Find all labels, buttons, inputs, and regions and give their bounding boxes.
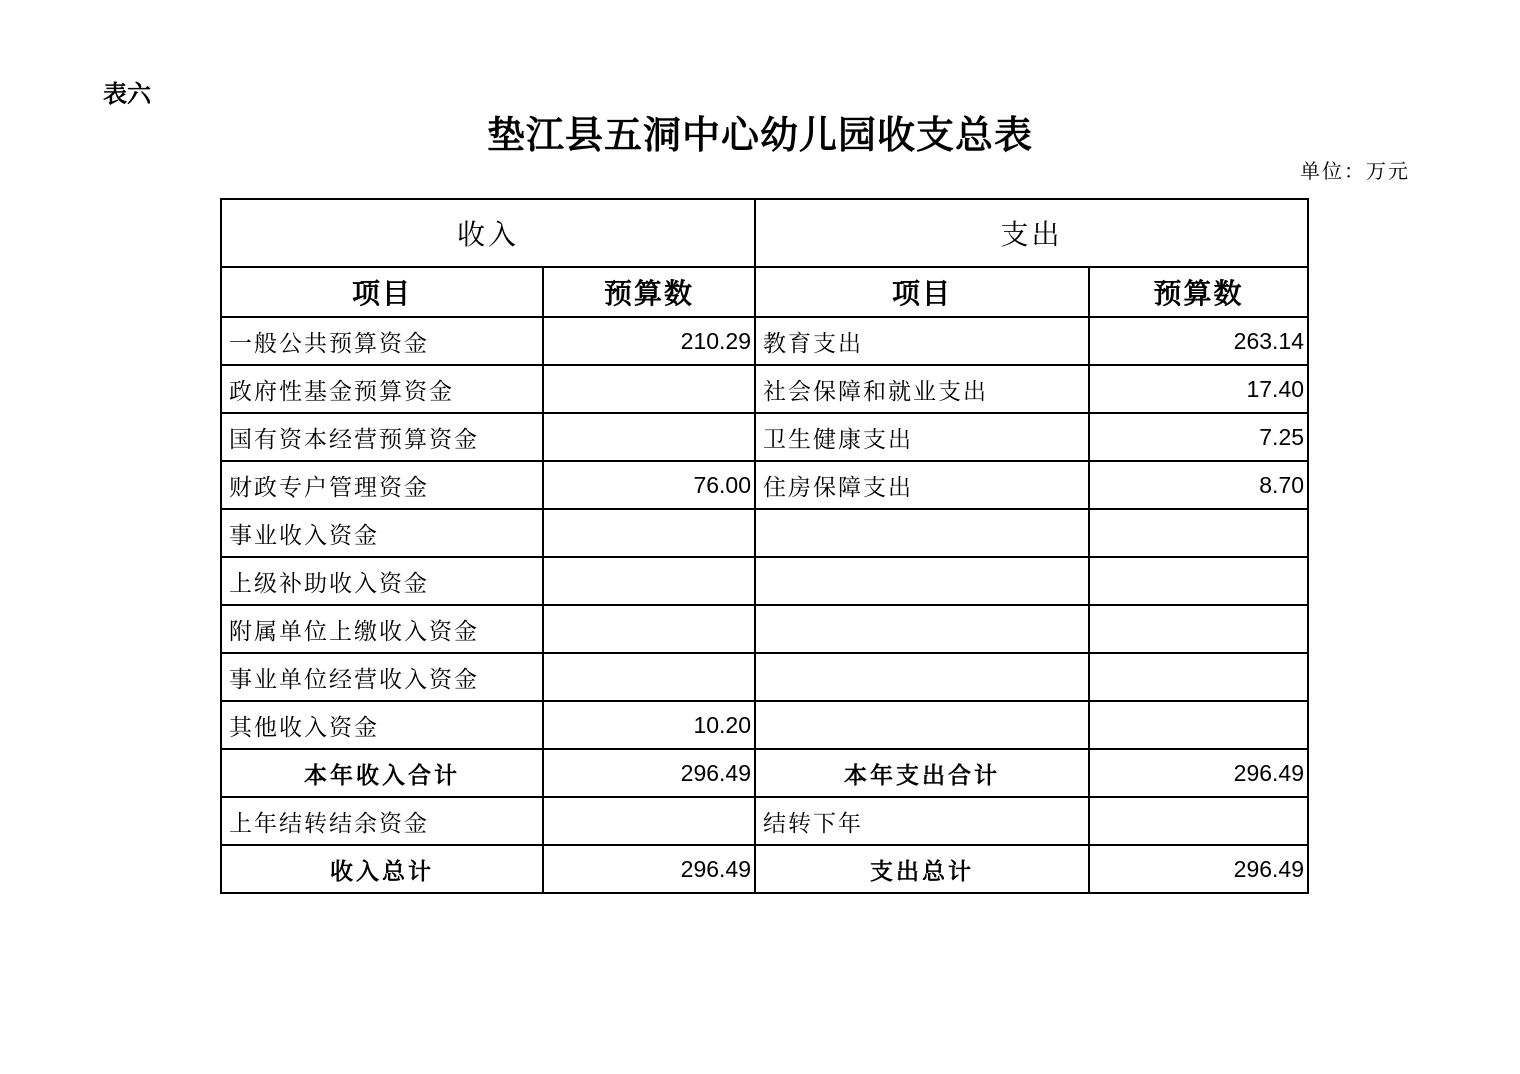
income-group-header: 收入 xyxy=(221,199,755,267)
income-value-cell xyxy=(543,413,755,461)
expense-value-cell: 8.70 xyxy=(1089,461,1308,509)
income-value-cell xyxy=(543,605,755,653)
income-budget-header: 预算数 xyxy=(543,267,755,317)
grand-income-total-label: 收入总计 xyxy=(221,845,543,893)
group-header-row xyxy=(221,199,1308,267)
income-value-cell xyxy=(543,653,755,701)
column-header-row xyxy=(221,267,1308,317)
income-value-cell: 10.20 xyxy=(543,701,755,749)
expense-item-header: 项目 xyxy=(755,267,1089,317)
income-item-cell: 上级补助收入资金 xyxy=(221,557,543,605)
grand-expense-total-label: 支出总计 xyxy=(755,845,1089,893)
budget-summary-table xyxy=(220,198,1309,894)
expense-group-header: 支出 xyxy=(755,199,1308,267)
income-item-cell: 事业收入资金 xyxy=(221,509,543,557)
table-row xyxy=(221,557,1308,605)
table-row xyxy=(221,701,1308,749)
carryover-income-value xyxy=(543,797,755,845)
table-row xyxy=(221,413,1308,461)
expense-value-cell: 17.40 xyxy=(1089,365,1308,413)
expense-value-cell xyxy=(1089,701,1308,749)
table-row xyxy=(221,605,1308,653)
income-item-cell: 国有资本经营预算资金 xyxy=(221,413,543,461)
carryover-expense-item: 结转下年 xyxy=(755,797,1089,845)
expense-item-cell: 卫生健康支出 xyxy=(755,413,1089,461)
expense-value-cell: 7.25 xyxy=(1089,413,1308,461)
expense-item-cell xyxy=(755,557,1089,605)
table-row xyxy=(221,461,1308,509)
year-income-total-label: 本年收入合计 xyxy=(221,749,543,797)
year-expense-total-value: 296.49 xyxy=(1089,749,1308,797)
year-expense-total-label: 本年支出合计 xyxy=(755,749,1089,797)
carryover-row xyxy=(221,797,1308,845)
income-item-header: 项目 xyxy=(221,267,543,317)
expense-item-cell: 教育支出 xyxy=(755,317,1089,365)
income-item-cell: 其他收入资金 xyxy=(221,701,543,749)
income-item-cell: 财政专户管理资金 xyxy=(221,461,543,509)
carryover-expense-value xyxy=(1089,797,1308,845)
expense-item-cell xyxy=(755,653,1089,701)
table-row xyxy=(221,653,1308,701)
table-row xyxy=(221,317,1308,365)
expense-value-cell xyxy=(1089,653,1308,701)
expense-value-cell: 263.14 xyxy=(1089,317,1308,365)
expense-item-cell xyxy=(755,509,1089,557)
income-item-cell: 附属单位上缴收入资金 xyxy=(221,605,543,653)
table-row xyxy=(221,509,1308,557)
expense-value-cell xyxy=(1089,509,1308,557)
year-income-total-value: 296.49 xyxy=(543,749,755,797)
grand-income-total-value: 296.49 xyxy=(543,845,755,893)
income-value-cell xyxy=(543,509,755,557)
expense-item-cell xyxy=(755,605,1089,653)
table-number-label: 表六 xyxy=(103,80,151,108)
income-value-cell xyxy=(543,365,755,413)
table-row xyxy=(221,365,1308,413)
income-value-cell: 210.29 xyxy=(543,317,755,365)
expense-item-cell xyxy=(755,701,1089,749)
page-title: 垫江县五洞中心幼儿园收支总表 xyxy=(486,112,1033,157)
expense-value-cell xyxy=(1089,605,1308,653)
income-item-cell: 事业单位经营收入资金 xyxy=(221,653,543,701)
income-item-cell: 一般公共预算资金 xyxy=(221,317,543,365)
income-value-cell xyxy=(543,557,755,605)
unit-label: 单位：万元 xyxy=(1300,159,1410,183)
expense-budget-header: 预算数 xyxy=(1089,267,1308,317)
income-item-cell: 政府性基金预算资金 xyxy=(221,365,543,413)
expense-item-cell: 住房保障支出 xyxy=(755,461,1089,509)
expense-item-cell: 社会保障和就业支出 xyxy=(755,365,1089,413)
year-total-row xyxy=(221,749,1308,797)
carryover-income-item: 上年结转结余资金 xyxy=(221,797,543,845)
income-value-cell: 76.00 xyxy=(543,461,755,509)
grand-total-row xyxy=(221,845,1308,893)
expense-value-cell xyxy=(1089,557,1308,605)
grand-expense-total-value: 296.49 xyxy=(1089,845,1308,893)
